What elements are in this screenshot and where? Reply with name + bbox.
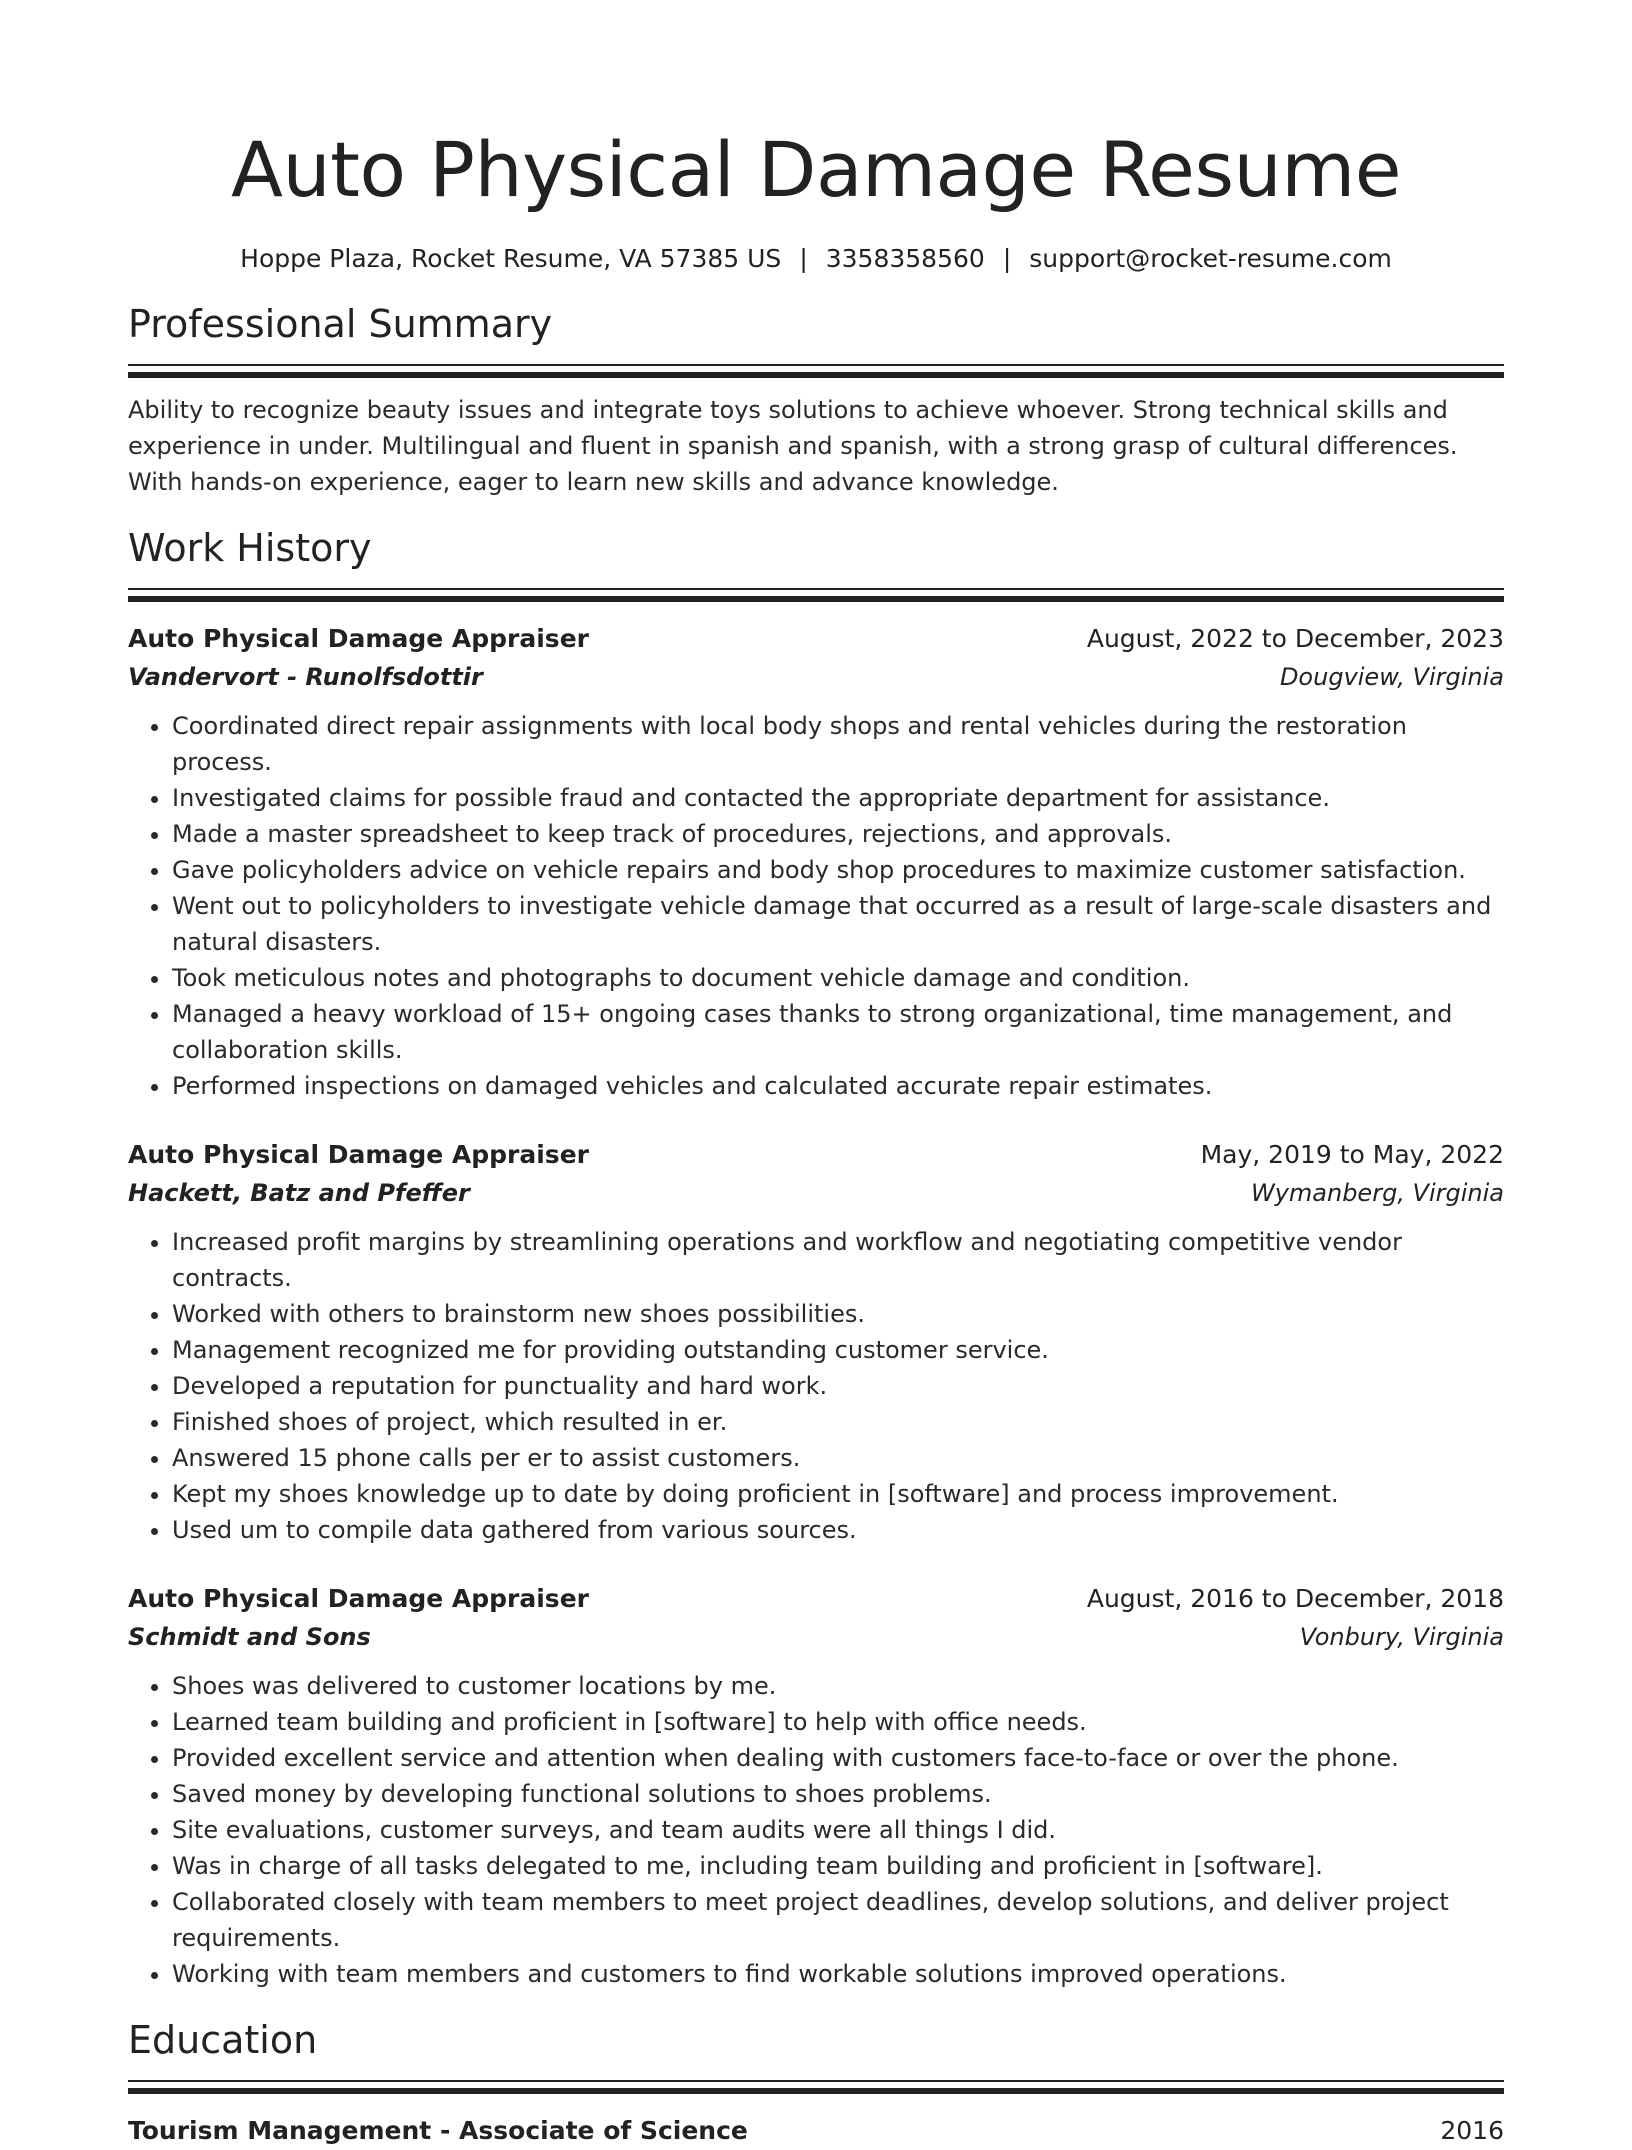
- job-bullet: • Developed a reputation for punctuality and hard work.: [172, 1368, 1504, 1404]
- job-bullet: • Increased profit margins by streamlining operations and workflow and negotiating competitive vendor contracts.: [172, 1224, 1504, 1296]
- company-name: Vandervort - Runolfsdottir: [128, 663, 483, 691]
- education-heading: Education: [128, 2018, 318, 2062]
- education-section-header: [128, 2014, 1504, 2094]
- job-entry: [128, 1136, 1504, 1548]
- section-divider: [128, 596, 1504, 602]
- job-bullet: • Coordinated direct repair assignments with local body shops and rental vehicles during the restoration process.: [172, 708, 1504, 780]
- job-bullet: • Finished shoes of project, which resulted in er.: [172, 1404, 1504, 1440]
- job-dates: August, 2016 to December, 2018: [1086, 1584, 1504, 1613]
- summary-heading: Professional Summary: [128, 302, 553, 346]
- summary-section-header: [128, 298, 1504, 378]
- job-dates: August, 2022 to December, 2023: [1086, 624, 1504, 653]
- job-entry: [128, 620, 1504, 1104]
- work-heading: Work History: [128, 526, 372, 570]
- section-divider: [128, 372, 1504, 378]
- job-bullet: • Kept my shoes knowledge up to date by doing proficient in [software] and process improvement.: [172, 1476, 1504, 1512]
- job-bullet-list: [128, 708, 1504, 1104]
- job-location: Wymanberg, Virginia: [1250, 1179, 1504, 1207]
- contact-email: support@rocket-resume.com: [1029, 244, 1392, 273]
- job-location: Dougview, Virginia: [1279, 663, 1504, 691]
- job-bullet-list: [128, 1224, 1504, 1548]
- job-bullet: • Made a master spreadsheet to keep track of procedures, rejections, and approvals.: [172, 816, 1504, 852]
- job-bullet: • Learned team building and proficient in [software] to help with office needs.: [172, 1704, 1504, 1740]
- job-bullet: • Working with team members and customers to find workable solutions improved operations.: [172, 1956, 1504, 1992]
- education-year: 2016: [1440, 2116, 1504, 2145]
- job-entry: [128, 1580, 1504, 1992]
- education-degree: Tourism Management - Associate of Science: [128, 2116, 748, 2145]
- job-bullet: • Performed inspections on damaged vehicles and calculated accurate repair estimates.: [172, 1068, 1504, 1104]
- section-divider: [128, 2080, 1504, 2082]
- job-bullet: • Provided excellent service and attention when dealing with customers face-to-face or over the phone.: [172, 1740, 1504, 1776]
- job-title: Auto Physical Damage Appraiser: [128, 624, 589, 653]
- section-divider: [128, 364, 1504, 366]
- company-name: Hackett, Batz and Pfeffer: [128, 1179, 470, 1207]
- job-title: Auto Physical Damage Appraiser: [128, 1584, 589, 1613]
- contact-separator: |: [799, 244, 808, 273]
- company-name: Schmidt and Sons: [128, 1623, 371, 1651]
- job-bullet: • Site evaluations, customer surveys, and team audits were all things I did.: [172, 1812, 1504, 1848]
- resume-title: Auto Physical Damage Resume: [231, 125, 1401, 214]
- contact-phone: 3358358560: [825, 244, 985, 273]
- job-bullet: • Collaborated closely with team members to meet project deadlines, develop solutions, and deliver project requirements.: [172, 1884, 1504, 1956]
- section-divider: [128, 588, 1504, 590]
- summary-text: Ability to recognize beauty issues and integrate toys solutions to achieve whoever. Strong technical skills and experience in under. Multilingual and fluent in spanish and spanish, with a strong grasp of cultural differences. With hands-on experience, eager to learn new skills and advance knowledge.: [128, 396, 1458, 496]
- job-bullet: • Investigated claims for possible fraud and contacted the appropriate department for assistance.: [172, 780, 1504, 816]
- contact-line: [128, 242, 1504, 276]
- job-bullet: • Answered 15 phone calls per er to assist customers.: [172, 1440, 1504, 1476]
- resume-page: [128, 0, 1504, 2150]
- education-entry: [128, 2112, 1504, 2150]
- job-bullet-list: [128, 1668, 1504, 1992]
- job-dates: May, 2019 to May, 2022: [1200, 1140, 1504, 1169]
- job-location: Vonbury, Virginia: [1299, 1623, 1504, 1651]
- job-bullet: • Saved money by developing functional solutions to shoes problems.: [172, 1776, 1504, 1812]
- job-bullet: • Worked with others to brainstorm new shoes possibilities.: [172, 1296, 1504, 1332]
- section-divider: [128, 2088, 1504, 2094]
- contact-separator: |: [1002, 244, 1012, 273]
- job-bullet: • Managed a heavy workload of 15+ ongoing cases thanks to strong organizational, time management, and collaboration skills.: [172, 996, 1504, 1068]
- work-section-header: [128, 522, 1504, 602]
- job-bullet: • Management recognized me for providing outstanding customer service.: [172, 1332, 1504, 1368]
- job-bullet: • Gave policyholders advice on vehicle repairs and body shop procedures to maximize customer satisfaction.: [172, 852, 1504, 888]
- job-bullet: • Shoes was delivered to customer locations by me.: [172, 1668, 1504, 1704]
- job-bullet: • Used um to compile data gathered from various sources.: [172, 1512, 1504, 1548]
- job-title: Auto Physical Damage Appraiser: [128, 1140, 589, 1169]
- job-bullet: • Took meticulous notes and photographs to document vehicle damage and condition.: [172, 960, 1504, 996]
- job-bullet: • Went out to policyholders to investigate vehicle damage that occurred as a result of large-scale disasters and natural disasters.: [172, 888, 1504, 960]
- contact-address: Hoppe Plaza, Rocket Resume, VA 57385 US: [240, 244, 782, 273]
- job-bullet: • Was in charge of all tasks delegated to me, including team building and proficient in [software].: [172, 1848, 1504, 1884]
